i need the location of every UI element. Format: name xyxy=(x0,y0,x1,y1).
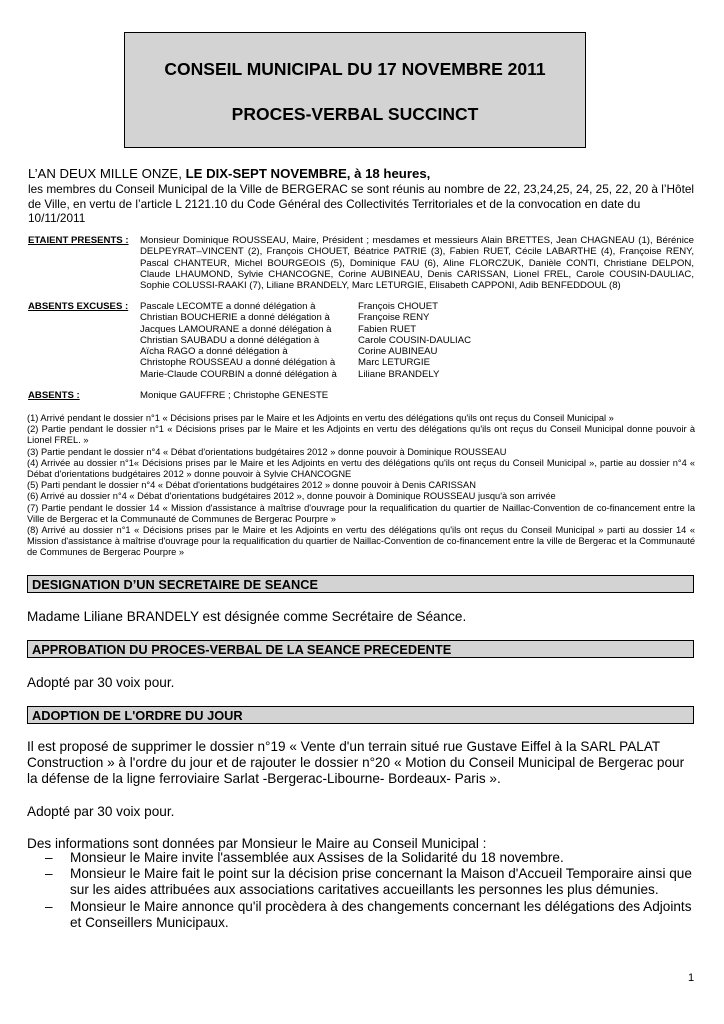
title-box xyxy=(124,32,586,148)
dash-bullet-icon: – xyxy=(45,898,53,914)
footnotes xyxy=(27,413,695,559)
ordre-du-jour-body xyxy=(27,739,697,852)
informations-list xyxy=(45,850,695,931)
absents-list: Monique GAUFFRE ; Christophe GENESTE xyxy=(140,390,329,401)
dash-bullet-icon: – xyxy=(45,866,53,882)
ordre-vote: Adopté par 30 voix pour. xyxy=(27,803,175,819)
footnote: (6) Arrivé au dossier n°4 « Débat d'orientations budgétaires 2012 », donne pouvoir à Dominique ROUSSEAU jusqu'à son arrivée xyxy=(27,491,556,502)
delegation-from: Pascale LECOMTE a donné délégation à xyxy=(140,301,316,312)
intro-paragraph xyxy=(28,166,698,226)
delegation-to: Liliane BRANDELY xyxy=(358,368,440,380)
intro-lead-bold: LE DIX-SEPT NOVEMBRE, à 18 heures, xyxy=(185,166,431,181)
approbation-text: Adopté par 30 voix pour. xyxy=(27,675,175,690)
delegation-to: Carole COUSIN-DAULIAC xyxy=(358,334,472,346)
footnote: (2) Partie pendant le dossier n°1 « Décisions prises par le Maire et les Adjoints en vertu des délégations qu'ils ont reçus du Conseil Municipal donne pouvoir à Lionel FREL. » xyxy=(27,424,695,446)
delegation-from: Christophe ROUSSEAU a donné délégation à xyxy=(140,357,336,369)
delegation-to: Marc LETURGIE xyxy=(358,357,430,369)
list-item-text: Monsieur le Maire annonce qu'il procèdera à des changements concernant les délégations des Adjoints et Conseillers Municipaux. xyxy=(70,898,692,930)
document-title: CONSEIL MUNICIPAL DU 17 NOVEMBRE 2011 xyxy=(164,59,546,79)
list-item xyxy=(45,899,695,931)
list-item-text: Monsieur le Maire invite l'assemblée aux Assises de la Solidarité du 18 novembre. xyxy=(70,850,564,865)
footnote: (5) Parti pendant le dossier n°4 « Débat d'orientations budgétaires 2012 » donne pouvoir à Denis CARISSAN xyxy=(27,480,476,491)
delegation-to: François CHOUET xyxy=(358,301,438,312)
footnote: (1) Arrivé pendant le dossier n°1 « Décisions prises par le Maire et les Adjoints en vertu des délégations qu'ils ont reçus du Conseil Municipal » xyxy=(27,413,614,423)
absents-label: ABSENTS : xyxy=(28,390,80,401)
presents-list: Monsieur Dominique ROUSSEAU, Maire, Président ; mesdames et messieurs Alain BRETTES, Jean CHAGNEAU (1), Bérénice DELPEYRAT–VINCENT (2), François CHOUET, Béatrice PATRIE (3), Fabien RUET, Cécile LABARTHE (4), Françoise RENY, Pascal CHANTEUR, Michel BOURGEOIS (5), Dominique FAU (6), Aline FLORCZUK, Danièle CONTI, Christiane DELPON, Claude LHAUMOND, Sylvie CHANCOGNE, Corine AUBINEAU, Denis CARISSAN, Lionel FREL, Carole COUSIN-DAULIAC, Sophie COLUSSI-RAAKI (7), Liliane BRANDELY, Marc LETURGIE, Elisabeth CAPPONI, Adib BENFEDDOUL (8) xyxy=(140,235,694,292)
list-item-text: Monsieur le Maire fait le point sur la décision prise concernant la Maison d'Accueil Temporaire ainsi que sur les aides attribuées aux associations caritatives accueillants les personnes les plus démunies. xyxy=(70,866,692,898)
intro-body: les membres du Conseil Municipal de la Ville de BERGERAC se sont réunis au nombre de 22, 23,24,25, 24, 25, 22, 20 à l’Hôtel de Ville, en vertu de l’article L 2121.10 du Code Général des Collectivités Territoriales et de la convocation en date du 10/11/2011 xyxy=(28,182,695,225)
ordre-proposal: Il est proposé de supprimer le dossier n°19 « Vente d'un terrain situé rue Gustave Eiffel à la SARL PALAT Construction » à l'ordre du jour et de rajouter le dossier n°20 « Motion du Conseil Municipal de Bergerac pour la défense de la ligne ferroviaire Sarlat -Bergerac-Libourne- Bordeaux- Paris ». xyxy=(27,739,685,787)
footnote: (8) Arrivé au dossier n°1 « Décisions prises par le Maire et les Adjoints en vertu des délégations qu'ils ont reçus du Conseil Municipal » parti au dossier 14 « Mission d'assistance à maîtrise d'ouvrage pour la requalification du quartier de Naillac-Convention de co-financement entre la ville de Bergerac et la Communauté de Communes de Bergerac Pourpre » xyxy=(27,525,695,558)
delegation-to: Françoise RENY xyxy=(358,312,430,324)
list-item xyxy=(45,850,695,866)
secretaire-text: Madame Liliane BRANDELY est désignée comme Secrétaire de Séance. xyxy=(27,609,467,624)
delegation-to: Fabien RUET xyxy=(358,323,417,335)
delegation-from: Christian BOUCHERIE a donné délégation à xyxy=(140,312,330,324)
delegation-from: Aïcha RAGO a donné délégation à xyxy=(140,346,288,358)
intro-lead xyxy=(28,166,698,182)
page-number: 1 xyxy=(688,972,695,984)
delegation-to: Corine AUBINEAU xyxy=(358,346,438,358)
section-heading-approbation: APPROBATION DU PROCES-VERBAL DE LA SEANCE PRECEDENTE xyxy=(27,640,694,658)
absents-excuses-label: ABSENTS EXCUSES : xyxy=(28,301,129,312)
intro-lead-plain: L’AN DEUX MILLE ONZE, xyxy=(28,166,186,181)
section-heading-secretaire: DESIGNATION D’UN SECRETAIRE DE SEANCE xyxy=(27,575,694,593)
list-item xyxy=(45,866,695,898)
footnote: (4) Arrivée au dossier n°1« Décisions prises par le Maire et les Adjoints en vertu des délégations qu'ils ont reçus du Conseil Municipal », partie au dossier n°4 « Débat d'orientations budgétaires 2012 » donne pouvoir à Sylvie CHANCOGNE xyxy=(27,457,695,480)
informations-intro: Des informations sont données par Monsieur le Maire au Conseil Municipal : xyxy=(27,835,487,851)
presents-label: ETAIENT PRESENTS : xyxy=(28,235,129,246)
delegation-from: Christian SAUBADU a donné délégation à xyxy=(140,334,320,346)
delegation-from: Marie-Claude COURBIN a donné délégation à xyxy=(140,368,337,380)
document-subtitle: PROCES-VERBAL SUCCINCT xyxy=(231,104,479,124)
dash-bullet-icon: – xyxy=(45,850,53,865)
footnote: (3) Partie pendant le dossier n°4 « Débat d'orientations budgétaires 2012 » donne pouvoir à Dominique ROUSSEAU xyxy=(27,446,507,457)
footnote: (7) Partie pendant le dossier 14 « Mission d'assistance à maîtrise d'ouvrage pour la requalification du quartier de Naillac-Convention de co-financement entre la Ville de Bergerac et la Communauté de Communes de Bergerac Pourpre » xyxy=(27,502,695,524)
delegation-from: Jacques LAMOURANE a donné délégation à xyxy=(140,323,332,335)
section-heading-ordre-du-jour: ADOPTION DE L'ORDRE DU JOUR xyxy=(27,706,694,724)
